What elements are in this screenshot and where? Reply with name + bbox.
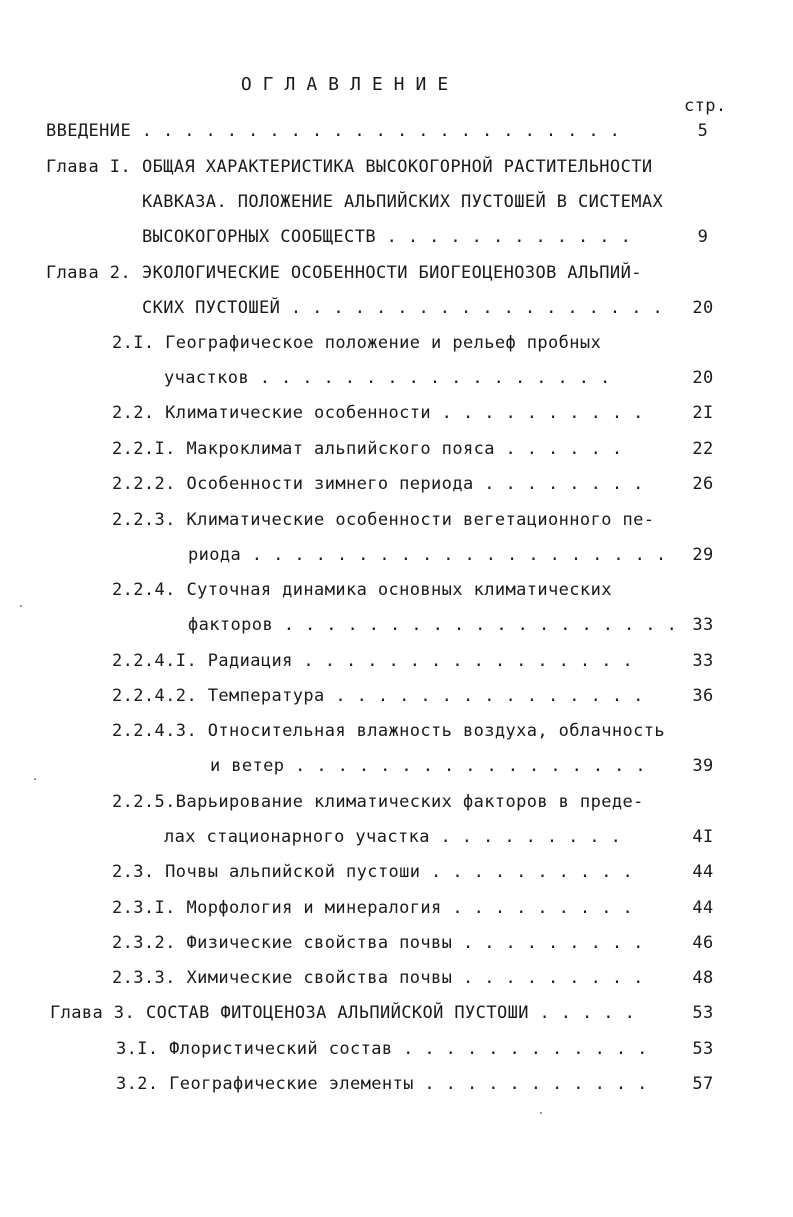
toc-page-number: 33 [692,615,714,635]
toc-page-number: 44 [692,898,714,918]
toc-entry-text: 2.3.3. Химические свойства почвы . . . . . . . . . [112,968,644,988]
toc-chapter-prefix: Глава 3. [50,1003,136,1023]
toc-entry-text: факторов . . . . . . . . . . . . . . . . . . . [188,615,678,635]
toc-page-number: 44 [692,862,714,882]
toc-entry-text: 2.2.2. Особенности зимнего периода . . . . . . . . [112,474,644,494]
toc-entry-text: 2.2.4. Суточная динамика основных климатических [112,580,612,600]
toc-page-number: 53 [692,1039,714,1059]
toc-entry-text: 2.2.4.3. Относительная влажность воздуха, облачность [112,721,666,741]
scan-speck [540,1112,542,1114]
toc-page-number: 39 [692,756,714,776]
toc-entry-text: 2.3.2. Физические свойства почвы . . . . . . . . . [112,933,644,953]
page-column-label: стр. [684,96,727,116]
toc-entry-text: лах стационарного участка . . . . . . . . . [164,827,622,847]
toc-page-number: 2I [692,403,714,423]
toc-entry-text: 2.3.I. Морфология и минералогия . . . . . . . . . [112,898,634,918]
scan-speck [34,778,36,780]
toc-entry-text: риода . . . . . . . . . . . . . . . . . . . . [188,545,667,565]
toc-entry-text: ОБЩАЯ ХАРАКТЕРИСТИКА ВЫСОКОГОРНОЙ РАСТИТЕЛЬНОСТИ [142,157,653,177]
toc-entry-text: 2.I. Географическое положение и рельеф пробных [112,333,602,353]
toc-entry-text: 2.2.3. Климатические особенности вегетационного пе- [112,510,655,530]
toc-page-number: 26 [692,474,714,494]
toc-page-number: 57 [692,1074,714,1094]
toc-entry-text: 2.2.5.Варьирование климатических факторов в преде- [112,792,644,812]
toc-page-number: 53 [692,1003,714,1023]
toc-entry-text: 2.2.4.I. Радиация . . . . . . . . . . . . . . . . [112,651,634,671]
toc-entry-text: ВЫСОКОГОРНЫХ СООБЩЕСТВ . . . . . . . . . . . . [142,227,632,247]
toc-page-number: 5 [697,121,709,141]
toc-entry-text: СОСТАВ ФИТОЦЕНОЗА АЛЬПИЙСКОЙ ПУСТОШИ . . . . . [146,1003,636,1023]
toc-page-number: 4I [692,827,714,847]
toc-entry-text: ЭКОЛОГИЧЕСКИЕ ОСОБЕННОСТИ БИОГЕОЦЕНОЗОВ АЛЬПИЙ- [142,263,642,283]
toc-chapter-prefix: Глава 2. [46,263,132,283]
page-title: ОГЛАВЛЕНИЕ [240,74,460,95]
toc-entry-text: 3.2. Географические элементы . . . . . . . . . . . [116,1074,648,1094]
toc-entry-text: КАВКАЗА. ПОЛОЖЕНИЕ АЛЬПИЙСКИХ ПУСТОШЕЙ В СИСТЕМАХ [142,192,664,212]
toc-page-number: 36 [692,686,714,706]
toc-entry-introduction [46,119,620,143]
toc-page-number: 9 [697,227,709,247]
toc-entry-text: 2.2.4.2. Температура . . . . . . . . . . . . . . . [112,686,644,706]
toc-entry-text: участков . . . . . . . . . . . . . . . . . [164,368,611,388]
toc-page-number: 20 [692,298,714,318]
toc-entry-text: и ветер . . . . . . . . . . . . . . . . . [210,756,647,776]
toc-entry-text: СКИХ ПУСТОШЕЙ . . . . . . . . . . . . . . . . . . [142,298,664,318]
toc-page-number: 29 [692,545,714,565]
toc-entry-text: 2.2.I. Макроклимат альпийского пояса . . . . . . [112,439,623,459]
toc-entry-text: 3.I. Флористический состав . . . . . . . . . . . . [116,1039,648,1059]
toc-page-number: 48 [692,968,714,988]
toc-entry-text: 2.3. Почвы альпийской пустоши . . . . . . . . . . [112,862,634,882]
toc-page-number: 20 [692,368,714,388]
toc-entry-text: ВВЕДЕНИЕ . . . . . . . . . . . . . . . . . . . . . . . [46,121,621,141]
toc-page-number: 46 [692,933,714,953]
toc-page-number: 33 [692,651,714,671]
toc-page-number: 22 [692,439,714,459]
scan-speck [20,605,22,607]
toc-chapter-prefix: Глава I. [46,157,132,177]
toc-entry-text: 2.2. Климатические особенности . . . . . . . . . . [112,403,644,423]
